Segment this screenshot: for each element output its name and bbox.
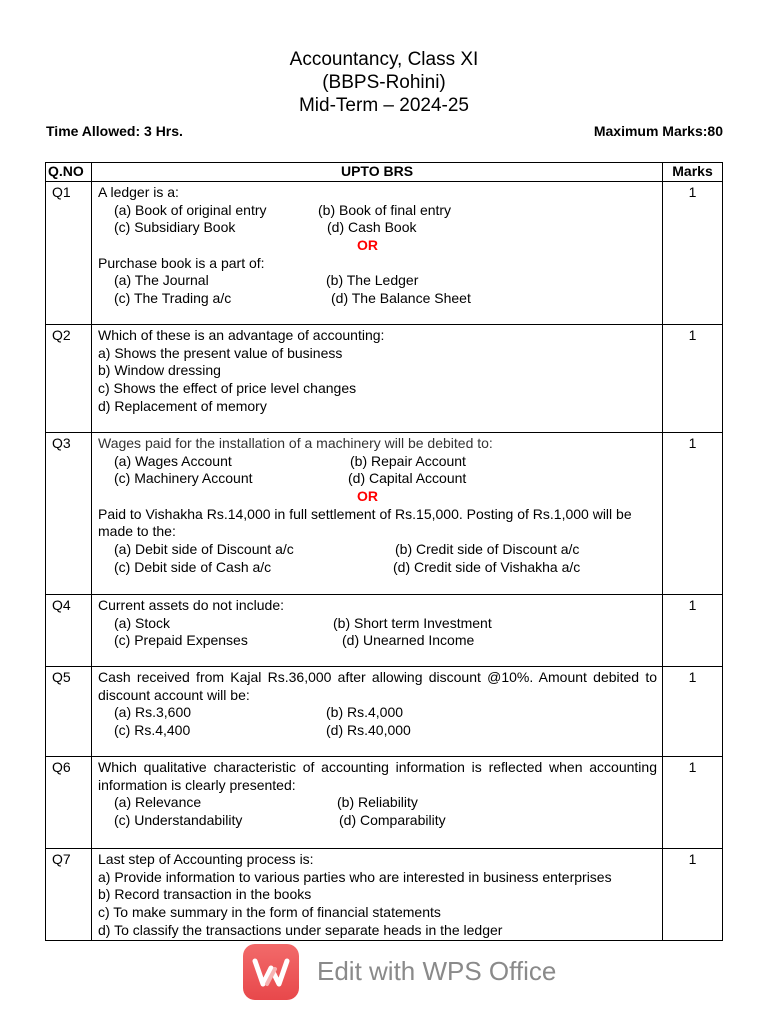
table-row	[46, 849, 723, 941]
option-c: c) Shows the effect of price level changes	[98, 380, 357, 397]
table-row	[46, 433, 723, 595]
paper-header	[0, 48, 768, 117]
option-a: a) Shows the present value of business	[98, 344, 343, 361]
question-marks: 1	[663, 433, 723, 595]
alt-option-a: (a) The Journal	[114, 272, 209, 289]
option-d: (d) Unearned Income	[342, 632, 475, 649]
question-number: Q3	[46, 433, 92, 595]
header-section: UPTO BRS	[92, 163, 663, 182]
option-a: (a) Wages Account	[114, 452, 232, 469]
option-b: (b) Reliability	[337, 794, 418, 811]
wps-logo-icon	[243, 944, 299, 1000]
option-d: (d) Cash Book	[327, 219, 417, 236]
exam-name: Mid-Term – 2024-25	[298, 95, 470, 116]
option-b: (b) Short term Investment	[333, 614, 492, 631]
question-marks: 1	[663, 667, 723, 757]
alt-option-d: (d) Credit side of Vishakha a/c	[393, 558, 581, 575]
question-body	[92, 182, 663, 325]
table-row	[46, 182, 723, 325]
question-body	[92, 757, 663, 849]
question-stem: Last step of Accounting process is:	[98, 851, 314, 867]
option-d: (d) Comparability	[339, 812, 446, 829]
question-marks: 1	[663, 325, 723, 433]
table-row	[46, 667, 723, 757]
question-number: Q7	[46, 849, 92, 941]
alt-option-c: (c) The Trading a/c	[114, 290, 232, 307]
exam-meta	[46, 123, 723, 143]
question-number: Q6	[46, 757, 92, 849]
option-c: (c) Rs.4,400	[114, 722, 191, 739]
question-body	[92, 849, 663, 941]
question-marks: 1	[663, 849, 723, 941]
question-stem: Current assets do not include:	[98, 597, 284, 613]
school-name: (BBPS-Rohini)	[322, 72, 446, 93]
option-b: b) Window dressing	[98, 362, 221, 379]
table-row	[46, 757, 723, 849]
question-marks: 1	[663, 182, 723, 325]
option-b: (b) Repair Account	[350, 452, 466, 469]
option-a: a) Provide information to various parties who are interested in business enterprises	[98, 868, 612, 885]
option-d: d) Replacement of memory	[98, 397, 267, 414]
question-table	[45, 162, 723, 941]
question-stem: A ledger is a:	[98, 184, 179, 200]
wps-edit-label[interactable]: Edit with WPS Office	[317, 956, 557, 986]
question-number: Q5	[46, 667, 92, 757]
question-body	[92, 433, 663, 595]
alt-option-b: (b) The Ledger	[326, 272, 419, 289]
time-allowed: Time Allowed: 3 Hrs.	[46, 123, 183, 139]
option-c: (c) Prepaid Expenses	[114, 632, 248, 649]
option-d: (d) Capital Account	[348, 470, 467, 487]
alt-option-d: (d) The Balance Sheet	[331, 290, 471, 307]
question-body	[92, 667, 663, 757]
alt-option-a: (a) Debit side of Discount a/c	[114, 541, 294, 558]
question-stem: Wages paid for the installation of a machinery will be debited to:	[98, 435, 493, 451]
option-b: (b) Rs.4,000	[326, 704, 404, 721]
question-stem: Which of these is an advantage of accounting:	[98, 327, 385, 343]
table-row	[46, 325, 723, 433]
alternate-question-stem: Paid to Vishakha Rs.14,000 in full settlement of Rs.15,000. Posting of Rs.1,000 will be made to the:	[98, 505, 632, 540]
question-body	[92, 325, 663, 433]
option-d: (d) Rs.40,000	[326, 722, 411, 739]
question-stem: Cash received from Kajal Rs.36,000 after allowing discount @10%. Amount debited to discount account will be:	[98, 669, 657, 703]
option-a: (a) Relevance	[114, 794, 202, 811]
question-body	[92, 595, 663, 667]
table-row	[46, 595, 723, 667]
alt-option-c: (c) Debit side of Cash a/c	[114, 558, 272, 575]
option-b: b) Record transaction in the books	[98, 886, 312, 903]
header-marks: Marks	[663, 163, 723, 182]
or-separator: OR	[357, 488, 378, 505]
maximum-marks: Maximum Marks:80	[593, 123, 723, 139]
option-a: (a) Book of original entry	[114, 201, 267, 218]
option-d: d) To classify the transactions under separate heads in the ledger	[98, 921, 503, 938]
option-c: c) To make summary in the form of financial statements	[98, 904, 441, 921]
question-marks: 1	[663, 757, 723, 849]
option-a: (a) Rs.3,600	[114, 704, 192, 721]
question-stem: Which qualitative characteristic of accounting information is reflected when accounting information is clearly presented:	[98, 759, 657, 793]
option-c: (c) Machinery Account	[114, 470, 253, 487]
header-qno: Q.NO	[46, 163, 92, 182]
question-number: Q1	[46, 182, 92, 325]
or-separator: OR	[357, 237, 378, 254]
table-header-row	[46, 163, 723, 182]
subject-title: Accountancy, Class XI	[289, 49, 479, 70]
option-c: (c) Subsidiary Book	[114, 219, 236, 236]
alternate-question-stem: Purchase book is a part of:	[98, 254, 265, 271]
alt-option-b: (b) Credit side of Discount a/c	[395, 541, 580, 558]
option-a: (a) Stock	[114, 614, 171, 631]
question-marks: 1	[663, 595, 723, 667]
option-b: (b) Book of final entry	[318, 201, 452, 218]
question-number: Q4	[46, 595, 92, 667]
option-c: (c) Understandability	[114, 812, 243, 829]
question-number: Q2	[46, 325, 92, 433]
wps-watermark[interactable]	[243, 944, 573, 1002]
